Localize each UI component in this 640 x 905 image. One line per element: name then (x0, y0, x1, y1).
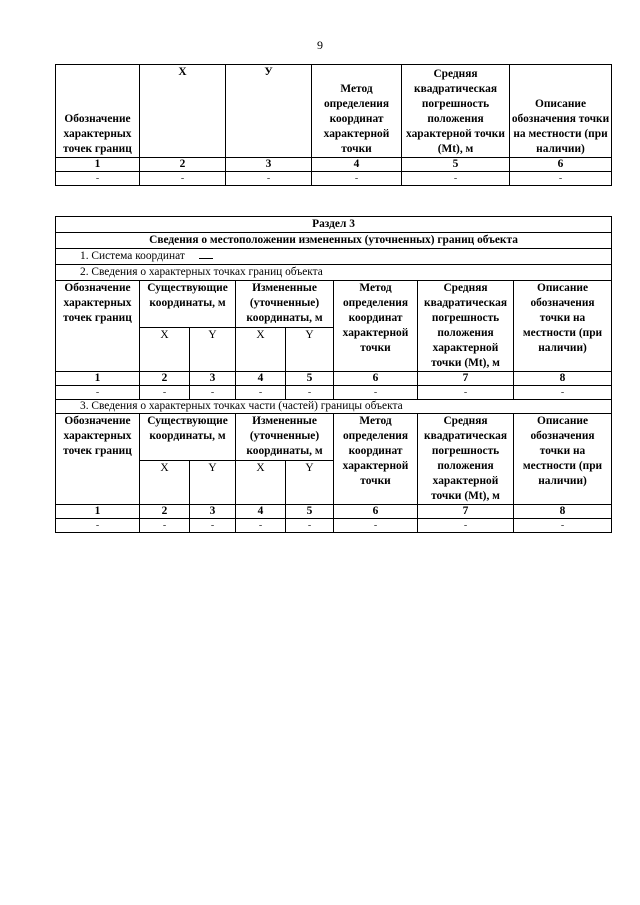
header-point: Обозначение характерных точек границ (56, 65, 140, 158)
header-y: Y (190, 328, 236, 372)
header-description: Описание обозначения точки на местности (при наличии) (510, 65, 612, 158)
coord-system-value (199, 249, 213, 259)
table-cell: - (56, 386, 140, 400)
page-number: 9 (317, 38, 323, 52)
header-method: Метод определения координат характерной точки (334, 281, 418, 372)
column-number: 8 (514, 505, 612, 519)
header-description: Описание обозначения точки на местности (при наличии) (514, 414, 612, 505)
column-number: 6 (510, 158, 612, 172)
column-number: 1 (56, 372, 140, 386)
header-y: Y (190, 461, 236, 505)
table-cell: - (56, 172, 140, 186)
column-number: 5 (286, 372, 334, 386)
header-point: Обозначение характерных точек границ (56, 281, 140, 372)
table-cell: - (190, 386, 236, 400)
header-x: Х (140, 65, 226, 158)
table-cell: - (236, 386, 286, 400)
table-cell: - (236, 519, 286, 533)
header-y: Y (286, 328, 334, 372)
column-number: 6 (334, 505, 418, 519)
header-point: Обозначение характерных точек границ (56, 414, 140, 505)
column-number: 5 (286, 505, 334, 519)
header-y: Y (286, 461, 334, 505)
column-number: 2 (140, 505, 190, 519)
column-number: 3 (226, 158, 312, 172)
header-y: У (226, 65, 312, 158)
table-cell: - (514, 386, 612, 400)
column-number: 3 (190, 372, 236, 386)
header-existing: Существующие координаты, м (140, 281, 236, 328)
table-cell: - (190, 519, 236, 533)
header-changed: Измененные (уточненные) координаты, м (236, 414, 334, 461)
header-method: Метод определения координат характерной точки (312, 65, 402, 158)
table-cell: - (334, 519, 418, 533)
section3-table (55, 216, 612, 533)
column-number: 4 (236, 372, 286, 386)
header-error: Средняя квадратическая погрешность положения характерной точки (Mt), м (418, 414, 514, 505)
header-description: Описание обозначения точки на местности (при наличии) (514, 281, 612, 372)
header-changed: Измененные (уточненные) координаты, м (236, 281, 334, 328)
header-error: Средняя квадратическая погрешность положения характерной точки (Mt), м (402, 65, 510, 158)
column-number: 2 (140, 372, 190, 386)
column-number: 2 (140, 158, 226, 172)
coord-system-label: 1. Система координат (80, 250, 185, 262)
continuation-table (55, 64, 612, 186)
section-title: Раздел 3 (56, 217, 612, 233)
header-existing: Существующие координаты, м (140, 414, 236, 461)
header-x: X (236, 328, 286, 372)
column-number: 4 (236, 505, 286, 519)
table-cell: - (226, 172, 312, 186)
table-cell: - (140, 519, 190, 533)
table-cell: - (418, 519, 514, 533)
table-cell: - (312, 172, 402, 186)
header-x: X (236, 461, 286, 505)
header-error: Средняя квадратическая погрешность положения характерной точки (Mt), м (418, 281, 514, 372)
table-cell: - (514, 519, 612, 533)
column-number: 1 (56, 158, 140, 172)
table-cell: - (418, 386, 514, 400)
section-subtitle: Сведения о местоположении измененных (уточненных) границ объекта (56, 233, 612, 249)
header-x: X (140, 328, 190, 372)
points-title: 2. Сведения о характерных точках границ объекта (56, 265, 612, 281)
column-number: 5 (402, 158, 510, 172)
table-cell: - (140, 172, 226, 186)
table-cell: - (286, 386, 334, 400)
column-number: 7 (418, 372, 514, 386)
header-method: Метод определения координат характерной точки (334, 414, 418, 505)
table-cell: - (140, 386, 190, 400)
table-cell: - (334, 386, 418, 400)
column-number: 3 (190, 505, 236, 519)
table-cell: - (286, 519, 334, 533)
column-number: 7 (418, 505, 514, 519)
table-cell: - (510, 172, 612, 186)
header-x: X (140, 461, 190, 505)
coord-system-row (56, 249, 612, 265)
parts-title: 3. Сведения о характерных точках части (частей) границы объекта (56, 400, 612, 414)
table-cell: - (402, 172, 510, 186)
column-number: 8 (514, 372, 612, 386)
column-number: 6 (334, 372, 418, 386)
column-number: 4 (312, 158, 402, 172)
column-number: 1 (56, 505, 140, 519)
table-cell: - (56, 519, 140, 533)
